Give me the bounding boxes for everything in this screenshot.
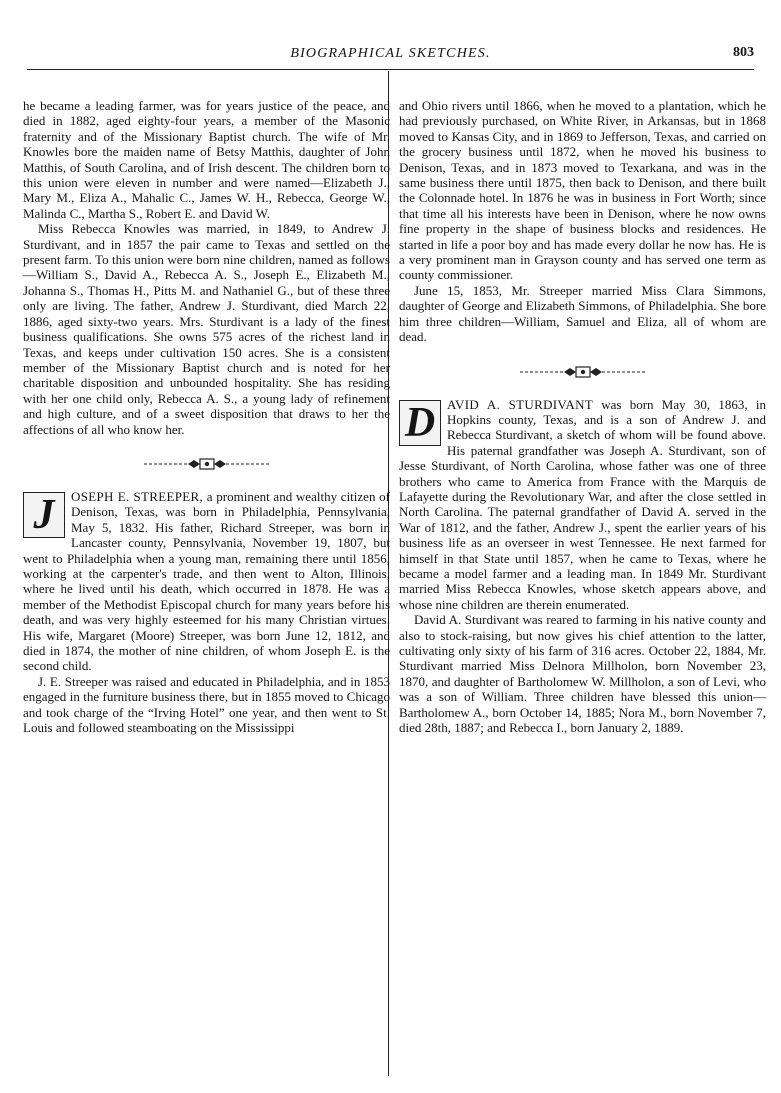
streeper-paragraph-1 (23, 489, 390, 674)
left-column (23, 98, 390, 735)
streeper-paragraph-2: J. E. Streeper was raised and educated in Philadelphia, and in 1853 engaged in the furniture business there, but in 1855 moved to Chicago and took charge of the “Irving Hotel” one year, and then went to St. Louis and followed steamboating on the Mississippi (23, 673, 390, 736)
sturdivant-dropcap: D (399, 400, 441, 446)
ornament-icon (518, 365, 648, 379)
right-column (399, 98, 766, 735)
page-header (0, 38, 781, 64)
sturdivant-text-1: was born May 30, 1863, in Hopkins county, Texas, and is a son of Andrew J. and Rebecca Sturdivant, a sketch of whom will be found above. His paternal grandfather was Joseph A. Sturdivant, son of Jesse Sturdivant, of North Carolina, whose father was one of three brothers who came to America from France with the Marquis de Lafayette during the Revolutionary War, and after the close settled in North Carolina. The paternal grandfather of David A. served in the War of 1812, and the father, Andrew J., spent the earlier years of his business life as an overseer in west Tennessee. He next farmed for himself in that State until 1857, when he came to Texas, where he became a model farmer and a leading man. In 1849 Mr. Sturdivant married Miss Rebecca Knowles, whose sketch appears above, and whose nine children are therein enumerated. (399, 396, 766, 612)
sturdivant-paragraph-1 (399, 397, 766, 613)
sturdivant-name: AVID A. STURDIVANT (447, 396, 594, 412)
section-ornament (23, 437, 390, 489)
rebecca-knowles-paragraph: Miss Rebecca Knowles was married, in 1849, to Andrew J. Sturdivant, and in 1857 the pair came to Texas and settled on the present farm. To this union were born nine children, named as follows—William S., David A., Rebecca A. S., Joseph E., Elizabeth M., Johanna S., Thomas H., Pitts M. and Nathaniel G., but of these three only are living. The father, Andrew J. Sturdivant, died March 22, 1886, aged sixty-two years. Mrs. Sturdivant is a lady of the finest business qualifications. She owns 575 acres of the richest land in Texas, and keeps under cultivation 150 acres. She is a consistent member of the Missionary Baptist church and is noted for her charitable disposition and unbounded hospitality. She has residing with her one child only, Rebecca A. S., a young lady of refinement and high culture, and of a sweet disposition that draws to her the affections of all who know her. (23, 221, 390, 437)
sturdivant-paragraph-2: David A. Sturdivant was reared to farming in his native county and also to stock-raising, but now gives his chief attention to the latter, cultivating only sixty of his farm of 316 acres. October 22, 1884, Mr. Sturdivant married Miss Delnora Millholon, born November 23, 1870, and daughter of Bartholomew W. Millholon, a son of Levi, who was a son of William. Three children have blessed this union—Bartholomew A., born October 14, 1885; Nora M., born November 7, died 28th, 1887; and Rebecca I., born January 2, 1889. (399, 612, 766, 736)
streeper-text-1: a prominent and wealthy citizen of Denison, Texas, was born in Philadelphia, Pennsylvania, May 5, 1832. His father, Richard Streeper, was born in Lancaster county, Pennsylvania, November 19, 1807, but went to Philadelphia when a young man, remaining there until 1856, working at the carpenter's trade, and then went to Alton, Illinois, where he lived until his death, which occurred in 1878. He was a member of the Methodist Episcopal church for many years before his death, and was very highly esteemed for his many Christian virtues. His wife, Margaret (Moore) Streeper, was born June 12, 1812, and died in 1874, the mother of nine children, of whom Joseph E. is the second child. (23, 488, 390, 674)
streeper-marriage-paragraph: June 15, 1853, Mr. Streeper married Miss Clara Simmons, daughter of George and Elizabeth Simmons, of Philadelphia. She bore him three children—William, Samuel and Eliza, all of whom are dead. (399, 282, 766, 345)
running-title: BIOGRAPHICAL SKETCHES. (290, 46, 491, 61)
streeper-name: OSEPH E. STREEPER, (71, 488, 204, 504)
streeper-dropcap: J (23, 492, 65, 538)
ornament-icon (142, 457, 272, 471)
knowles-paragraph: he became a leading farmer, was for years justice of the peace, and died in 1882, aged eighty-four years, a member of the Masonic fraternity and of the Missionary Baptist church. The wife of Mr. Knowles bore the maiden name of Betsy Matthis, daughter of John Matthis, of South Carolina, and of Irish descent. The children born to this union were eleven in number and were named—Elizabeth J., Mary M., Eliza A., Mahalic C., James W. H., Rebecca, George W., Malinda C., Martha S., Robert E. and David W. (23, 98, 390, 221)
page-number: 803 (733, 45, 754, 60)
header-rule (27, 69, 754, 70)
section-ornament-2 (399, 345, 766, 397)
streeper-continuation: and Ohio rivers until 1866, when he moved to a plantation, which he had previously purchased, on White River, in Arkansas, but in 1868 moved to Kansas City, and in 1869 to Jefferson, Texas, and carried on the grocery business until 1872, when he moved his business to Denison, Texas, and in 1873 moved to Texarkana, and was in the same business there until 1875, then back to Denison, and there built the Colonnade hotel. In 1876 he was in business in Fort Worth; since that time all his interests have been in Denison, where he now owns fine property in the shape of business blocks and residences. He started in life a poor boy and has made every dollar he now has. He is a very prominent man in Grayson county and has served one term as county commissioner. (399, 98, 766, 283)
